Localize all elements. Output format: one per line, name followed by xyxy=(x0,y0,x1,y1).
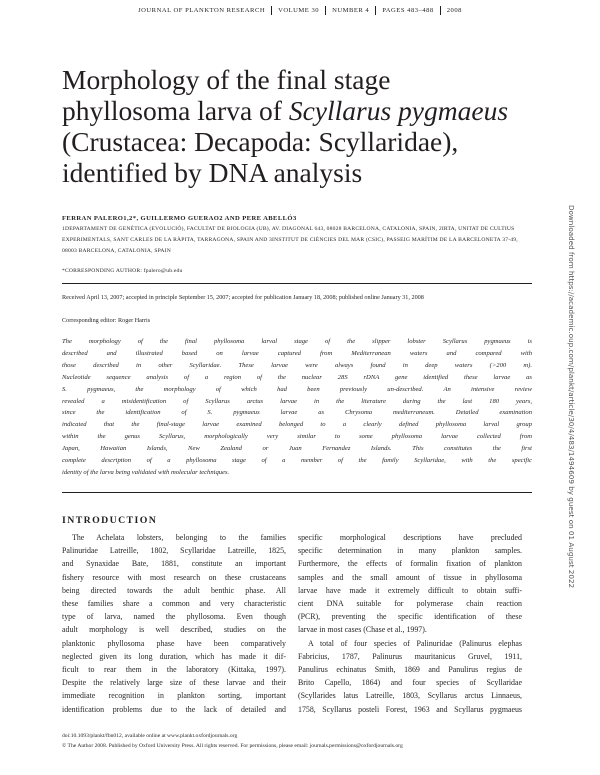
abstract-line: those described in other Scyllaridae. These larvae were always found in deep waters (>200 m). xyxy=(62,361,532,369)
header-separator xyxy=(271,6,272,15)
body-line: samples and the small amount of tissue in phyllosoma xyxy=(298,572,522,582)
abstract-line: within the genus Scyllarus, morphologically very similar to some phyllosoma larvae collected from xyxy=(62,433,532,441)
author-list: FERRAN PALERO1,2*, GUILLERMO GUERAO2 AND PERE ABELLÓ3 xyxy=(62,215,297,222)
abstract-line: described and illustrated based on larvae captured from Mediterranean waters and compared with xyxy=(62,349,532,357)
body-line: specific determination in many plankton samples. xyxy=(298,546,522,556)
body-line: ficult to rear them in the laboratory (Kittaka, 1997). xyxy=(62,665,286,675)
body-line: immediate recognition in plankton sorting, important xyxy=(62,691,286,701)
affiliation-line: 08003 BARCELONA, CATALONIA, SPAIN xyxy=(62,248,171,254)
body-line: specific morphological descriptions have precluded xyxy=(298,533,522,542)
journal-name: JOURNAL OF PLANKTON RESEARCH xyxy=(138,7,266,15)
body-line: The Achelata lobsters, belonging to the families xyxy=(72,533,286,542)
body-line: Brito Capello, 1864) and four species of Scyllaridae xyxy=(298,678,522,688)
copyright-line: © The Author 2008. Published by Oxford University Press. All rights reserved. For permissions, please email: journals.permissions@oxfordjournals.org xyxy=(62,743,403,749)
body-line: larvae in most cases (Chase et al., 1997). xyxy=(298,625,427,635)
title-line-1: Morphology of the final stage xyxy=(62,64,391,95)
abstract xyxy=(62,336,532,479)
divider xyxy=(62,283,532,284)
abstract-line: identity of the larva being validated with molecular techniques. xyxy=(62,468,230,476)
body-line: Furthermore, the effects of formalin fixation of plankton xyxy=(298,559,522,569)
body-line: A total of four species of Palinuridae (Palinurus elephas xyxy=(308,638,522,648)
body-line: cient DNA suitable for polymerase chain reaction xyxy=(298,599,522,609)
body-line: and Synaxidae Bate, 1881, constitute an important xyxy=(62,559,286,569)
abstract-line: indicated that the final-stage larvae examined belonged to a clearly defined phyllosoma larval group xyxy=(62,421,532,429)
header-separator xyxy=(325,6,326,15)
body-line: neglected given its long duration, which has made it dif- xyxy=(62,651,286,661)
corresponding-author: *CORRESPONDING AUTHOR: fpalero@ub.edu xyxy=(62,268,183,274)
divider xyxy=(62,492,532,493)
body-line: (PCR), preventing the specific identification of these xyxy=(298,612,522,622)
body-line: Despite the relatively large size of these larvae and their xyxy=(62,678,286,688)
year: 2008 xyxy=(446,7,462,15)
body-line: planktonic phyllosoma phase have been comparatively xyxy=(62,638,286,648)
download-watermark xyxy=(566,205,578,589)
body-line: identification problems due to the lack of detailed and xyxy=(62,704,286,714)
affiliations xyxy=(62,224,532,257)
section-heading: INTRODUCTION xyxy=(62,515,158,526)
title-text: phyllosoma larva of xyxy=(62,95,289,126)
body-column-right xyxy=(298,531,522,716)
species-name: Scyllarus pygmaeus xyxy=(288,95,509,126)
body-line: larvae have made it extremely difficult to obtain suffi- xyxy=(298,585,522,595)
title-line-4: identified by DNA analysis xyxy=(62,157,363,188)
title-line-3: (Crustacea: Decapoda: Scyllaridae), xyxy=(62,126,459,157)
corresponding-editor: Corresponding editor: Roger Harris xyxy=(62,317,151,324)
received-dates: Received April 13, 2007; accepted in principle September 15, 2007; accepted for publication January 18, 2008; published online January 31, 2008 xyxy=(62,294,424,301)
download-watermark-text: Downloaded from https://academic.oup.com/plankt/article/30/4/483/1494609 by guest on 01 August 2022 xyxy=(567,205,576,589)
body-line: (Scyllarides latus Latreille, 1803, Scyllarus arctus Linnaeus, xyxy=(298,691,522,701)
abstract-line: Japan, Hawaiian Islands, New Zealand or Juan Fernandez Islands. This constitutes the first xyxy=(62,445,532,453)
doi-line: doi:10.1093/plankt/fbn012, available online at www.plankt.oxfordjournals.org xyxy=(62,733,238,739)
body-line: these families share a common and very characteristic xyxy=(62,599,286,609)
abstract-line: since the identification of S. pygmaeus larvae as Chrysoma mediterraneum. Detailed examination xyxy=(62,409,532,417)
affiliation-line: EXPERIMENTALS, SANT CARLES DE LA RÀPITA, TARRAGONA, SPAIN AND 3INSTITUT DE CIÈNCIES DEL MAR (CSIC), PASSEIG MARÍTIM DE LA BARCELONETA 37-49, xyxy=(62,237,518,243)
volume: VOLUME 30 xyxy=(278,7,320,15)
abstract-line: complete description of a phyllosoma stage of a member of the family Scyllaridae, with the specific xyxy=(62,457,532,465)
header-separator xyxy=(440,6,441,15)
body-line: Palinuridae Latreille, 1802, Scyllaridae Latreille, 1825, xyxy=(62,546,286,556)
affiliation-line: 1DEPARTAMENT DE GENÈTICA (EVOLUCIÓ), FACULTAT DE BIOLOGIA (UB), AV. DIAGONAL 643, 08028 BARCELONA, CATALONIA, SPAIN, 2IRTA, UNITAT DE CULTIUS xyxy=(62,226,515,232)
body-line: Panulirus echinatus Smith, 1869 and Panulirus regius de xyxy=(298,665,522,675)
body-line: fishery resource with most research on these crustaceans xyxy=(62,572,286,582)
header-separator xyxy=(375,6,376,15)
running-header xyxy=(0,6,600,15)
body-line: 1758, Scyllarus posteli Forest, 1963 and Scyllarus pygmaeus xyxy=(298,704,522,714)
body-line: adult morphology is well described, studies on the xyxy=(62,625,286,635)
body-line: Fabricius, 1787, Palinurus mauritanicus Gruvel, 1911, xyxy=(298,651,522,661)
abstract-line: The morphology of the final phyllosoma larval stage of the slipper lobster Scyllarus pygmaeus is xyxy=(62,338,532,345)
issue-number: NUMBER 4 xyxy=(332,7,370,15)
abstract-line: Nucleotide sequence analysis of a region of the nuclear 28S rDNA gene identified these larvae as xyxy=(62,373,532,381)
article-title xyxy=(62,64,532,188)
abstract-line: revealed a misidentification of Scyllarus arctus larvae in the literature during the last 180 years, xyxy=(62,397,532,405)
body-line: being directed towards the adult benthic phase. All xyxy=(62,585,286,595)
body-line: type of larva, named the phyllosoma. Even though xyxy=(62,612,286,622)
page-range: PAGES 483–488 xyxy=(382,7,434,15)
abstract-line: S. pygmaeus, the morphology of which had been previously un-described. An intensive review xyxy=(62,385,532,393)
title-line-2 xyxy=(62,95,532,126)
body-column-left xyxy=(62,531,286,716)
